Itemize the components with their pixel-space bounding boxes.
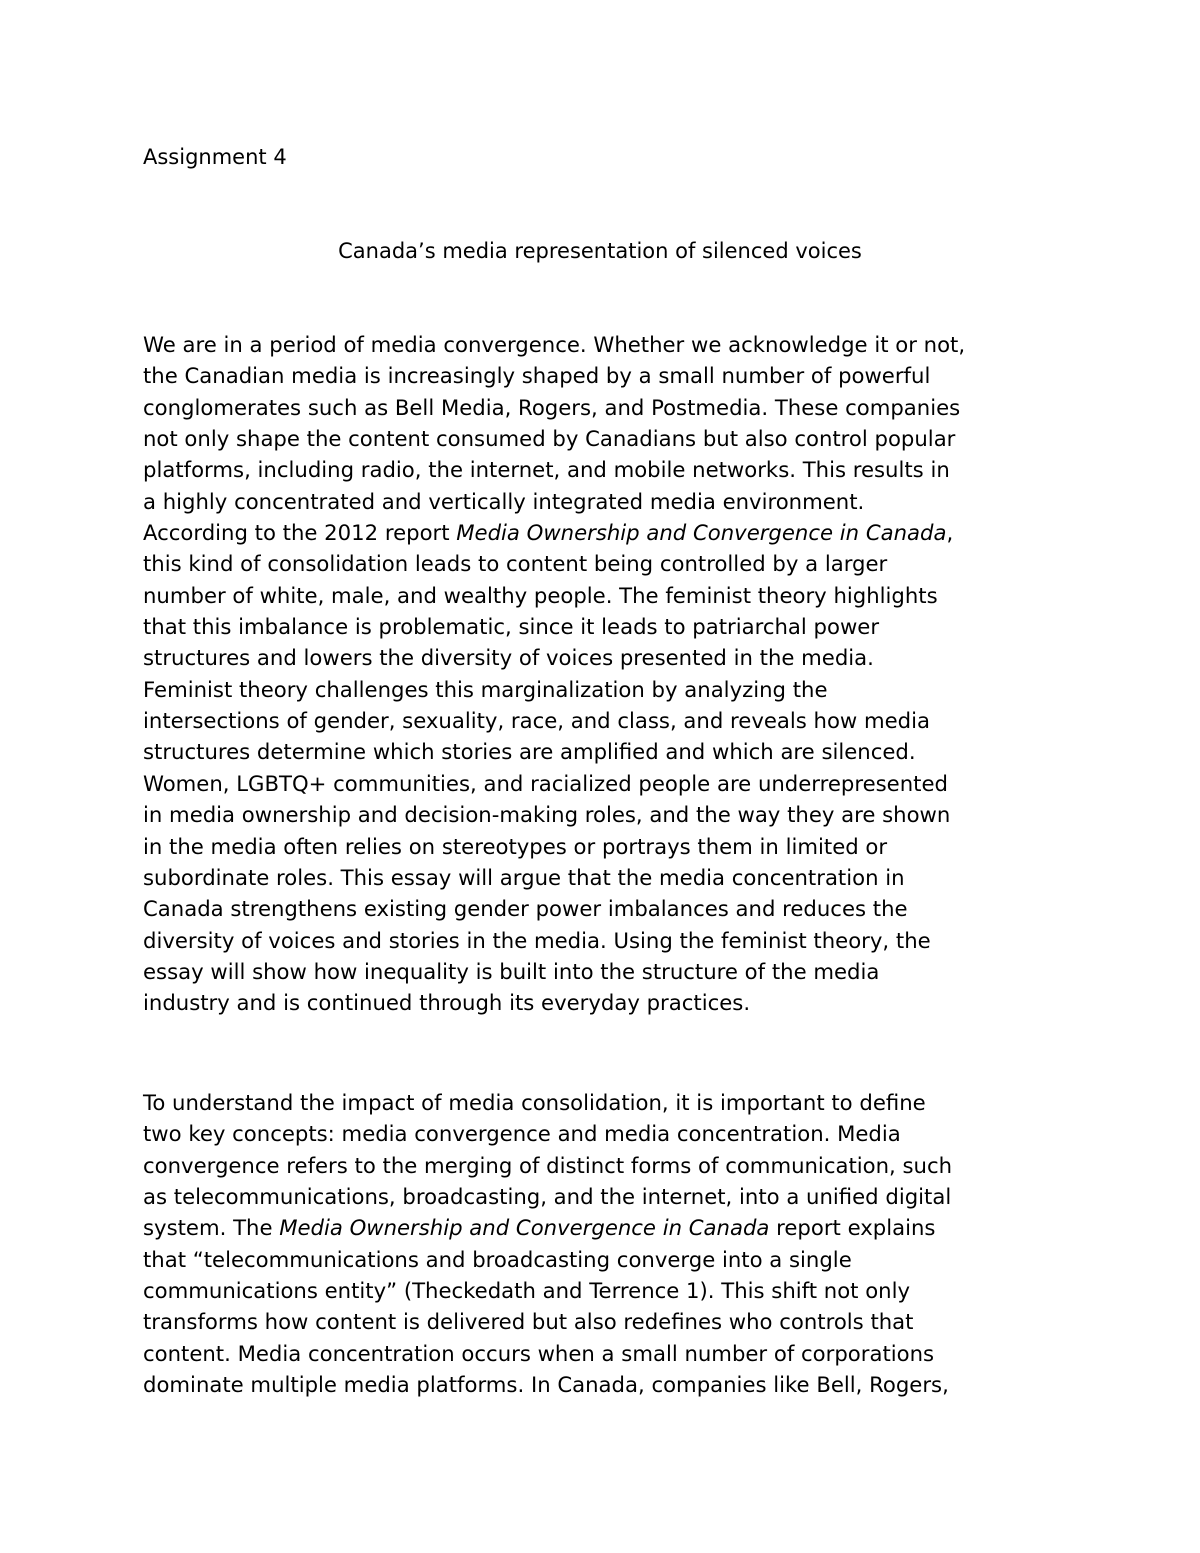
paragraph-line [143, 642, 1143, 673]
paragraph-line [143, 1181, 1143, 1212]
paragraph-line [143, 674, 1143, 705]
text-segment: as telecommunications, broadcasting, and the internet, into a unified digital [143, 1184, 952, 1210]
text-segment: report explains [769, 1215, 936, 1241]
paragraph-line [143, 1275, 1143, 1306]
paragraph-line [143, 1369, 1143, 1400]
paragraph-line [143, 329, 1143, 360]
text-segment: the Canadian media is increasingly shaped by a small number of powerful [143, 363, 931, 389]
italic-title: Media Ownership and Convergence in Canada [279, 1215, 770, 1241]
assignment-label: Assignment 4 [143, 145, 287, 169]
paragraph-line [143, 1087, 1143, 1118]
text-segment: intersections of gender, sexuality, race, and class, and reveals how media [143, 708, 930, 734]
text-segment: Women, LGBTQ+ communities, and racialized people are underrepresented [143, 770, 948, 796]
paragraph-line [143, 1244, 1143, 1275]
text-segment: Canada strengthens existing gender power imbalances and reduces the [143, 896, 908, 922]
paragraph-line [143, 862, 1143, 893]
text-segment: that this imbalance is problematic, since it leads to patriarchal power [143, 614, 880, 640]
italic-title: Media Ownership and Convergence in Canada [456, 520, 947, 546]
paragraph-line [143, 893, 1143, 924]
paragraph-line [143, 548, 1143, 579]
text-segment: We are in a period of media convergence. Whether we acknowledge it or not, [143, 332, 966, 357]
text-segment: platforms, including radio, the internet, and mobile networks. This results in [143, 457, 950, 483]
text-segment: , [946, 520, 954, 546]
text-segment: According to the 2012 report [143, 520, 457, 546]
text-segment: industry and is continued through its everyday practices. [143, 990, 751, 1016]
paragraph-line [143, 611, 1143, 642]
text-segment: in media ownership and decision-making roles, and the way they are shown [143, 802, 951, 828]
paragraph-line [143, 799, 1143, 830]
paragraph-line [143, 517, 1143, 548]
text-segment: Feminist theory challenges this marginalization by analyzing the [143, 676, 828, 702]
paragraph-line [143, 956, 1143, 987]
paragraph [143, 329, 1143, 1019]
document-title: Canada’s media representation of silenced voices [338, 239, 862, 263]
text-segment: structures determine which stories are amplified and which are silenced. [143, 739, 916, 765]
paragraph-line [143, 925, 1143, 956]
text-segment: system. The [143, 1215, 280, 1241]
paragraph-line [143, 486, 1143, 517]
paragraph-line [143, 831, 1143, 862]
text-segment: dominate multiple media platforms. In Canada, companies like Bell, Rogers, [143, 1372, 949, 1398]
text-segment: subordinate roles. This essay will argue that the media concentration in [143, 864, 905, 890]
text-segment: a highly concentrated and vertically integrated media environment. [143, 488, 865, 514]
paragraph-line [143, 736, 1143, 767]
paragraph-line [143, 1338, 1143, 1369]
paragraph-line [143, 705, 1143, 736]
paragraph-line [143, 1150, 1143, 1181]
text-segment: To understand the impact of media consolidation, it is important to define [143, 1090, 926, 1115]
text-segment: that “telecommunications and broadcasting converge into a single [143, 1246, 852, 1272]
paragraph-line [143, 392, 1143, 423]
text-segment: number of white, male, and wealthy people. The feminist theory highlights [143, 582, 938, 608]
paragraph-line [143, 1212, 1143, 1243]
text-segment: in the media often relies on stereotypes or portrays them in limited or [143, 833, 888, 859]
paragraph-line [143, 1306, 1143, 1337]
text-segment: essay will show how inequality is built into the structure of the media [143, 958, 880, 984]
paragraph-line [143, 768, 1143, 799]
text-segment: transforms how content is delivered but also redefines who controls that [143, 1309, 914, 1335]
paragraph [143, 1087, 1143, 1400]
text-segment: content. Media concentration occurs when a small number of corporations [143, 1340, 935, 1366]
paragraph-line [143, 1118, 1143, 1149]
paragraph-line [143, 987, 1143, 1018]
text-segment: this kind of consolidation leads to content being controlled by a larger [143, 551, 888, 577]
text-segment: diversity of voices and stories in the media. Using the feminist theory, the [143, 927, 931, 953]
paragraph-line [143, 360, 1143, 391]
text-segment: two key concepts: media convergence and media concentration. Media [143, 1121, 901, 1147]
paragraph-line [143, 580, 1143, 611]
text-segment: communications entity” (Theckedath and Terrence 1). This shift not only [143, 1278, 911, 1304]
paragraph-line [143, 454, 1143, 485]
text-segment: convergence refers to the merging of distinct forms of communication, such [143, 1152, 953, 1178]
text-segment: conglomerates such as Bell Media, Rogers, and Postmedia. These companies [143, 394, 961, 420]
paragraph-line [143, 423, 1143, 454]
text-segment: structures and lowers the diversity of voices presented in the media. [143, 645, 874, 671]
text-segment: not only shape the content consumed by Canadians but also control popular [143, 426, 956, 452]
